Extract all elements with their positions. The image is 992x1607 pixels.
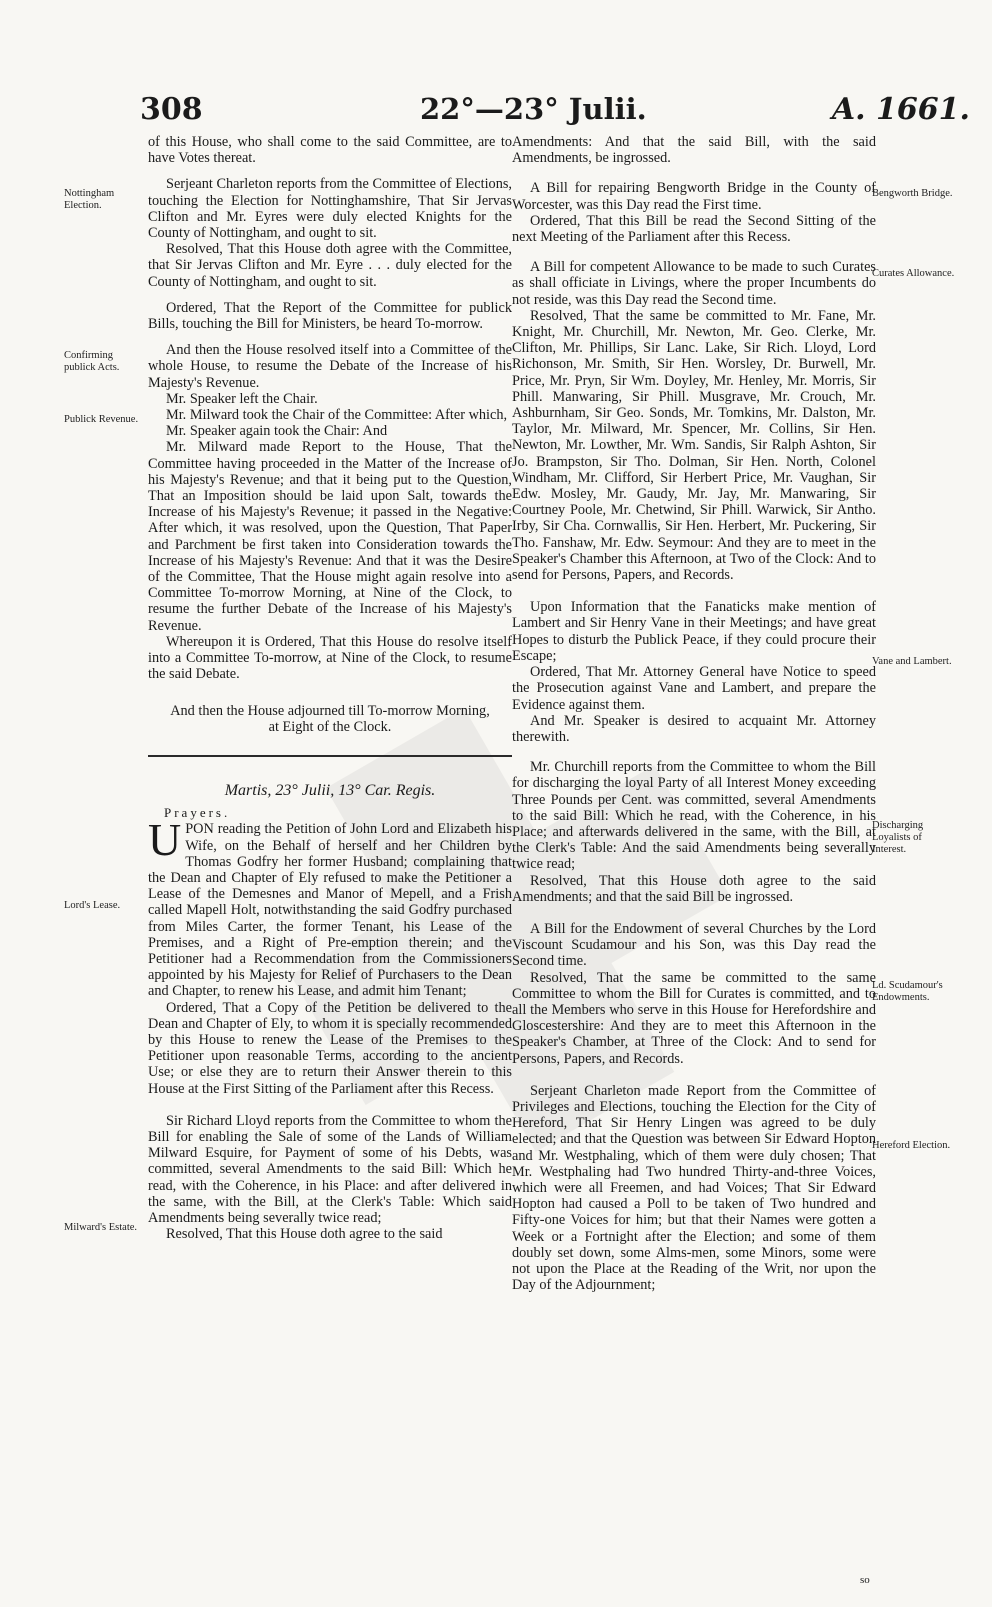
paragraph: Sir Richard Lloyd reports from the Committee to whom the Bill for enabling the Sale of some of the Lands of William Milward Esquire, for Payment of some of his Debts, was committed, several Amendments to the said Bill: Which he read, with the Coherence, in his Place: and after delivered in the same, with the Bill, at the Clerk's Table: Which said Amendments being severally twice read; bbox=[148, 1112, 512, 1226]
drop-cap: U bbox=[148, 814, 182, 866]
paragraph: PON reading the Petition of John Lord and Elizabeth his Wife, on the Behalf of herself and her Children by Thomas Godfry her former Husband; complaining that the Dean and Chapter of Ely refused to make the Petitioner a Lease of the Demesnes and Manor of Mepell, and a Frish called Mapell Holt, notwithstanding the said Godfry purchased from Miles Carter, the former Tenant, his Lease of the Premises, and a Right of Pre-emption therein; and the Petitioner had a Recommendation from the Commissioners appointed by his Majesty for Relief of Purchasers to the Dean and Chapter, to renew his Lease, and admit him Tenant; bbox=[148, 821, 512, 1000]
paragraph: Resolved, That the same be committed to the same Committee to whom the Bill for Curates is committed, and to all the Members who serve in this House for Herefordshire and Gloscestershire: And they are to meet this Afternoon in the Speaker's Chamber, at Three of the Clock: And to send for Persons, Papers, and Records. bbox=[512, 969, 876, 1067]
margin-note-milward: Milward's Estate. bbox=[64, 1222, 138, 1233]
paragraph: Mr. Churchill reports from the Committee to whom the Bill for discharging the loyal Party of all Interest Money exceeding Three Pounds per Cent. was committed, several Amendments to the said Bill: Which he read, with the Coherence, in his Place; and afterwards delivered in the same, with the Bill, at the Clerk's Table: And the said Amendments being severally twice read; bbox=[512, 759, 876, 873]
right-column bbox=[512, 134, 876, 1293]
margin-note-revenue: Publick Revenue. bbox=[64, 414, 139, 425]
section-divider bbox=[148, 755, 512, 757]
header-year: A. 1661. bbox=[831, 92, 970, 127]
paragraph: Upon Information that the Fanaticks make mention of Lambert and Sir Henry Vane in their Meetings; and have great Hopes to disturb the Publick Peace, if they could procure their Escape; bbox=[512, 599, 876, 664]
margin-note-confirming: Confirming publick Acts. bbox=[64, 350, 120, 373]
paragraph: A Bill for the Endowment of several Churches by the Lord Viscount Scudamour and his Son, was this Day read the Second time. bbox=[512, 920, 876, 970]
margin-note-vane: Vane and Lambert. bbox=[872, 656, 952, 667]
left-column bbox=[148, 134, 512, 1242]
paragraph: Amendments: And that the said Bill, with the said Amendments, be ingrossed. bbox=[512, 134, 876, 167]
paragraph: Resolved, That this House doth agree with the Committee, that Sir Jervas Clifton and Mr. Eyre . . . duly elected for the County of Nottingham, and ought to sit. bbox=[148, 241, 512, 290]
paragraph: Mr. Milward made Report to the House, That the Committee having proceeded in the Matter of the Increase of his Majesty's Revenue; and that it being put to the Question, That an Imposition should be laid upon Salt, towards the Increase of his Majesty's Revenue; it passed in the Negative: After which, it was resolved, upon the Question, That Paper and Parchment be first taken into Consideration towards the Increase of his Majesty's Revenue: And that it was the Desire of the Committee, That the House might again resolve into a Committee To-morrow Morning, at Nine of the Clock, to resume the further Debate of the Increase of his Majesty's Revenue. bbox=[148, 439, 512, 634]
adjournment-note: And then the House adjourned till To-morrow Morning, at Eight of the Clock. bbox=[170, 702, 490, 735]
sitting-heading: Martis, 23° Julii, 13° Car. Regis. bbox=[224, 781, 436, 799]
paragraph: Mr. Milward took the Chair of the Committee: After which, bbox=[166, 407, 508, 424]
margin-note-nottingham: Nottingham Election. bbox=[64, 188, 115, 211]
paragraph: of this House, who shall come to the said Committee, are to have Votes thereat. bbox=[148, 134, 512, 167]
page-number: 308 bbox=[140, 92, 203, 127]
paragraph: Mr. Speaker again took the Chair: And bbox=[166, 423, 388, 440]
paragraph: Resolved, That this House doth agree to the said bbox=[166, 1226, 443, 1243]
header-date: 22°—23° Julii. bbox=[420, 92, 647, 126]
paragraph: And Mr. Speaker is desired to acquaint Mr. Attorney therewith. bbox=[512, 712, 876, 745]
margin-note-scudamour: Ld. Scudamour's Endowments. bbox=[872, 980, 943, 1003]
paragraph: Serjeant Charleton made Report from the Committee of Privileges and Elections, touching the Election for the City of Hereford, That Sir Henry Lingen was agreed to be duly elected; and that the Question was between Sir Edward Hopton and Mr. Westphaling, which of them were duly chosen; That Mr. Westphaling had Two hundred Thirty-and-three Voices, which were all Freemen, and had Voices; That Sir Edward Hopton had caused a Poll to be taken of Two hundred and Fifty-one Voices for him; but that their Names were gotten a Week or a Fortnight after the Election; and some of them doubly set down, some Alms-men, some Minors, some were not upon the Place at the Reading of the Writ, nor upon the Day of the Adjournment; bbox=[512, 1082, 876, 1294]
margin-note-lords-lease: Lord's Lease. bbox=[64, 900, 121, 911]
paragraph: And then the House resolved itself into a Committee of the whole House, to resume the Debate of the Increase of his Majesty's Revenue. bbox=[148, 342, 512, 391]
paragraph: A Bill for repairing Bengworth Bridge in the County of Worcester, was this Day read the First time. bbox=[512, 180, 876, 213]
paragraph: Ordered, That a Copy of the Petition be delivered to the Dean and Chapter of Ely, to whom it is specially recommended by this House to renew the Lease of the Premises to the Petitioner upon reasonable Terms, according to the ancient Use; or else they are to return their Answer therein to this House at the First Sitting of the Parliament after this Recess. bbox=[148, 999, 512, 1097]
page-header bbox=[140, 92, 970, 132]
margin-note-hereford: Hereford Election. bbox=[872, 1140, 951, 1151]
margin-note-loyalists: Discharging Loyalists of Interest. bbox=[872, 820, 924, 855]
margin-note-curates: Curates Allowance. bbox=[872, 268, 955, 279]
paragraph: Resolved, That the same be committed to Mr. Fane, Mr. Knight, Mr. Churchill, Mr. Newton, Mr. Geo. Clerke, Mr. Clifton, Mr. Phillips, Sir Lanc. Lake, Sir Rich. Lloyd, Lord Richonson, Mr. Smith, Sir Hen. Worsley, Dr. Burwell, Mr. Price, Mr. Pryn, Sir Wm. Doyley, Mr. Henley, Mr. Morris, Sir Phill. Manwaring, Sir Phill. Musgrave, Mr. Crouch, Mr. Ashburnham, Sir Geo. Sonds, Mr. Tomkins, Mr. Dalston, Mr. Taylor, Mr. Milward, Mr. Spencer, Mr. Collins, Sir Hen. Newton, Mr. Lowther, Mr. Wm. Sandis, Sir Ralph Ashton, Sir Jo. Brampston, Sir Tho. Dolman, Sir Hen. North, Colonel Windham, Mr. Clifford, Sir Herbert Price, Mr. Vaughan, Sir Edw. Mosley, Mr. Gaudy, Mr. Jay, Mr. Manwaring, Sir Courtney Poole, Mr. Chetwind, Sir Phill. Warwick, Sir Antho. Irby, Sir Cha. Cornwallis, Sir Hen. Herbert, Mr. Puckering, Sir Tho. Fanshaw, Mr. Edw. Seymour: And they are to meet in the Speaker's Chamber this Afternoon, at Two of the Clock: And to send for Persons, Papers, and Records. bbox=[512, 307, 876, 584]
prayers-heading: Prayers. bbox=[164, 805, 231, 821]
paragraph: Resolved, That this House doth agree to the said Amendments; and that the said Bill be ingrossed. bbox=[512, 872, 876, 905]
margin-note-bengworth: Bengworth Bridge. bbox=[872, 188, 953, 199]
paragraph: Mr. Speaker left the Chair. bbox=[166, 390, 318, 407]
paragraph: Ordered, That Mr. Attorney General have Notice to speed the Prosecution against Vane and Lambert, and prepare the Evidence against them. bbox=[512, 664, 876, 713]
paragraph: A Bill for competent Allowance to be made to such Curates as shall officiate in Livings, where the proper Incumbents do not reside, was this Day read the Second time. bbox=[512, 259, 876, 308]
paragraph: Whereupon it is Ordered, That this House do resolve itself into a Committee To-morrow, at Nine of the Clock, to resume the said Debate. bbox=[148, 633, 512, 683]
paragraph: Ordered, That this Bill be read the Second Sitting of the next Meeting of the Parliament after this Recess. bbox=[512, 212, 876, 246]
paragraph: Serjeant Charleton reports from the Committee of Elections, touching the Election for Nottinghamshire, That Sir Jervas Clifton and Mr. Eyres were duly elected Knights for the County of Nottingham, and ought to sit. bbox=[148, 176, 512, 242]
paragraph: Ordered, That the Report of the Committee for publick Bills, touching the Bill for Ministers, be heard To-morrow. bbox=[148, 299, 512, 333]
catchword: so bbox=[860, 1574, 870, 1586]
